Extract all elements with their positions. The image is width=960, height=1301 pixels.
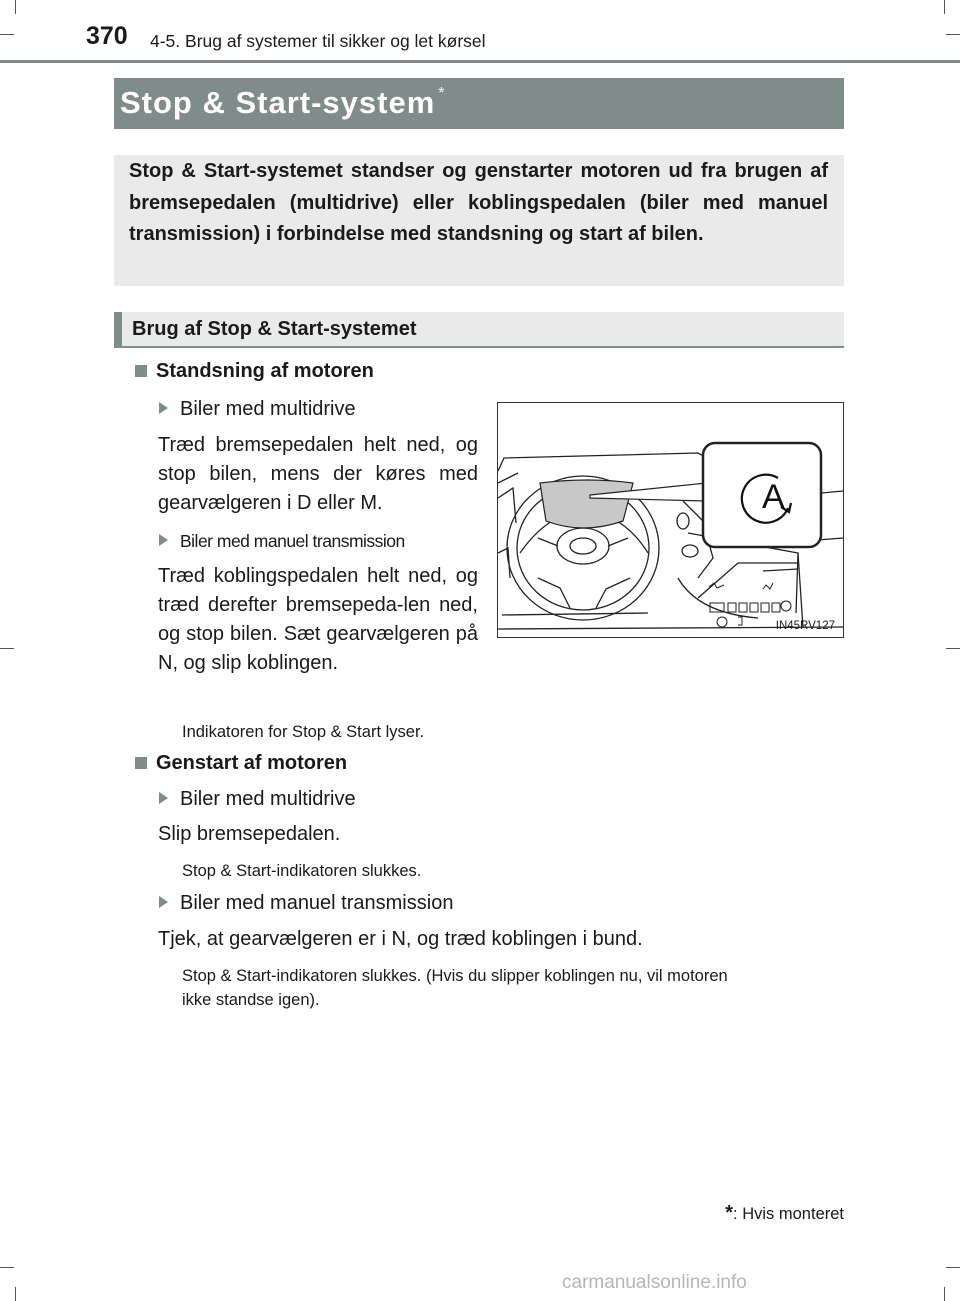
callout-letter: A [762,478,785,516]
crop-mark [944,0,945,14]
title-bar [114,78,844,129]
crop-mark [0,648,14,649]
bullet-restart-multidrive-text: Biler med multidrive [180,788,356,810]
bullet-stop-multidrive-text: Biler med multidrive [180,398,356,420]
triangle-bullet-icon [159,534,168,546]
page-title-text: Stop & Start-system [120,85,436,120]
bullet-restart-manual-text: Biler med manuel transmission [180,892,454,914]
page-number: 370 [86,22,128,50]
watermark: carmanualsonline.info [562,1272,747,1293]
intro-box [114,155,844,286]
section-heading [114,312,844,348]
dashboard-illustration [497,402,844,638]
paragraph-stop-manual: Træd koblingspedalen helt ned, og træd derefter bremsepeda-len ned, og stop bilen. Sæt gearvælgeren på N, og slip koblingen. [158,565,478,674]
crop-mark [15,0,16,14]
subheading-stopping [135,360,374,383]
triangle-bullet-icon [159,792,168,804]
bullet-restart-manual [159,892,453,915]
note-stop: Indikatoren for Stop & Start lyser. [182,723,425,741]
chapter-header: 4-5. Brug af systemer til sikker og let kørsel [150,31,486,51]
crop-mark [0,1267,14,1268]
note-restart-manual-line2: ikke standse igen). [182,991,320,1009]
subheading-restart [135,752,347,775]
square-bullet-icon [135,365,147,377]
footnote-text: : Hvis monteret [733,1205,844,1223]
note-restart-manual [182,964,728,1012]
page-title [120,85,445,121]
square-bullet-icon [135,757,147,769]
subheading-restart-text: Genstart af motoren [156,752,348,774]
header-rule [0,60,960,63]
bullet-stop-manual-text: Biler med manuel transmission [180,531,405,551]
section-heading-text: Brug af Stop & Start-systemet [132,318,417,340]
title-asterisk: * [438,85,445,102]
paragraph-restart-manual: Tjek, at gearvælgeren er i N, og træd koblingen i bund. [158,928,643,950]
paragraph-stop-multidrive: Træd bremsepedalen helt ned, og stop bilen, mens der køres med gearvælgeren i D eller M. [158,434,478,514]
bullet-stop-multidrive [159,398,356,421]
bullet-restart-multidrive [159,788,356,811]
bullet-stop-manual [159,531,405,552]
figure-code: IN45RV127 [775,620,835,632]
note-restart-manual-line1: Stop & Start-indikatoren slukkes. (Hvis du slipper koblingen nu, vil motoren [182,967,728,985]
triangle-bullet-icon [159,896,168,908]
auto-stop-start-icon [498,403,844,638]
crop-mark [946,34,960,35]
footnote [725,1202,844,1225]
crop-mark [944,1287,945,1301]
crop-mark [946,648,960,649]
intro-text: Stop & Start-systemet standser og genstarter motoren ud fra brugen af bremsepedalen (multidrive) eller koblingspedalen (biler med manuel transmission) i forbindelse med standsning og start af bilen. [129,160,828,245]
crop-mark [15,1287,16,1301]
triangle-bullet-icon [159,402,168,414]
section-heading-bar [114,312,122,346]
footnote-asterisk: * [725,1202,734,1224]
note-restart-multidrive: Stop & Start-indikatoren slukkes. [182,862,422,880]
crop-mark [946,1267,960,1268]
crop-mark [0,34,14,35]
paragraph-restart-multidrive: Slip bremsepedalen. [158,823,341,845]
subheading-stopping-text: Standsning af motoren [156,360,374,382]
